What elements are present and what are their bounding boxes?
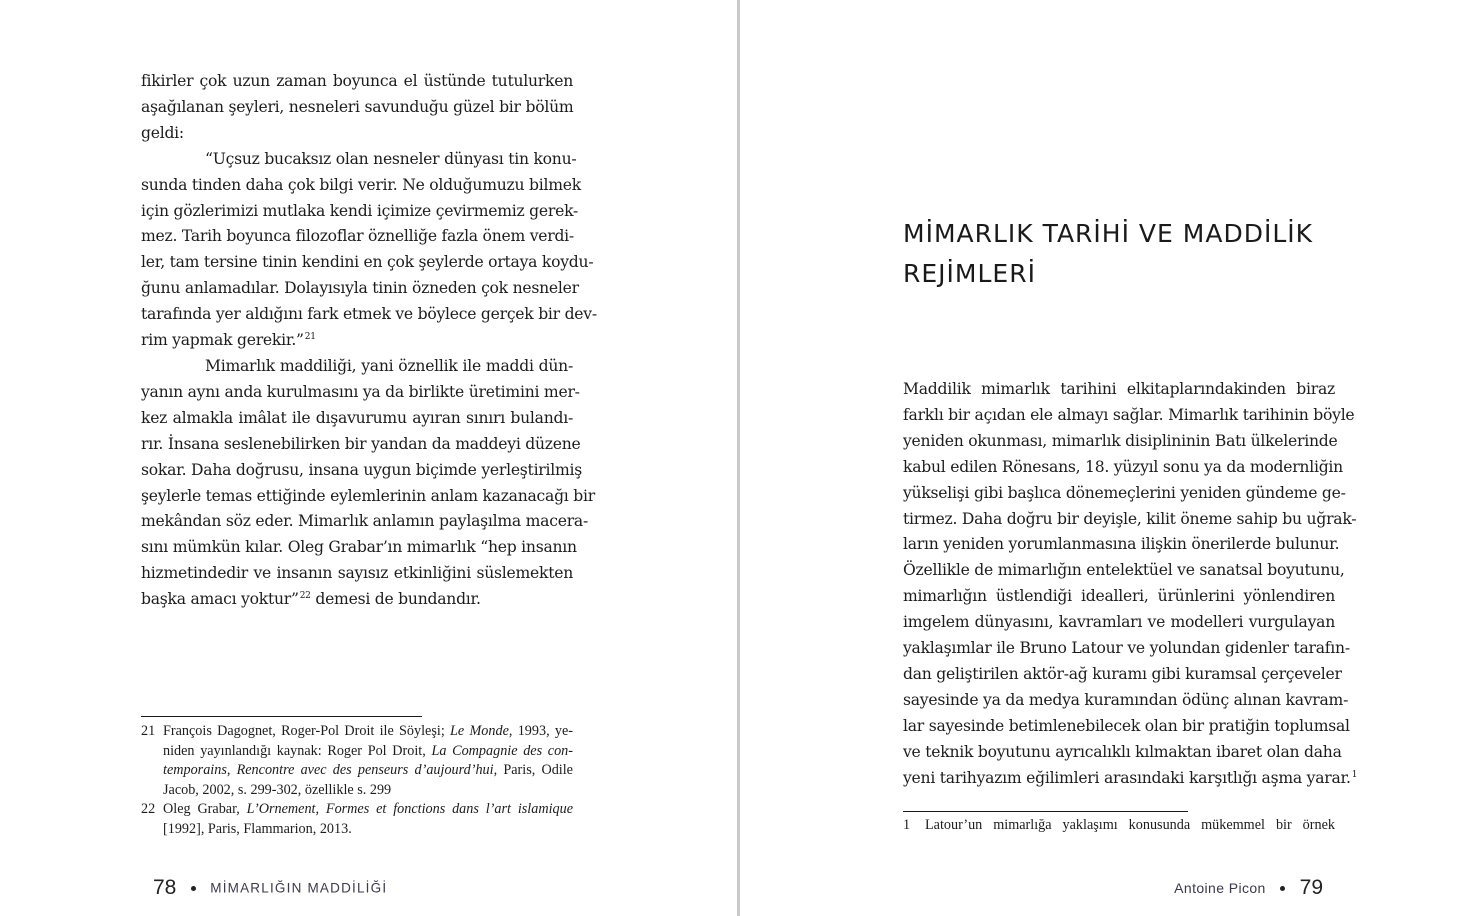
text-line: imgelem dünyasını, kavramları ve modelleri vurgulayan — [903, 613, 1335, 632]
italic-title: temporains, Rencontre avec des penseurs d’aujourd’hui — [163, 762, 494, 779]
footnote-line: Latour’un mimarlığa yaklaşımı konusunda mükemmel bir örnek — [925, 817, 1335, 833]
text-line: Özellikle de mimarlığın entelektüel ve sanatsal boyutunu, — [903, 561, 1345, 580]
paragraph — [141, 69, 573, 147]
text-line: tarafında yer aldığını fark etmek ve böylece gerçek bir dev- — [141, 305, 597, 324]
bullet-separator — [191, 886, 196, 891]
right-page-body — [903, 377, 1358, 792]
footnote-number: 1 — [903, 817, 911, 833]
text-line: “Uçsuz bucaksız olan nesneler dünyası tin konu- — [205, 149, 577, 168]
text-line: sokar. Daha doğrusu, insana uygun biçimde yerleştirilmiş — [141, 460, 583, 479]
text-line: dan geliştirilen aktör-ağ kuramı gibi kuramsal çerçeveler — [903, 664, 1342, 683]
italic-title: Le Monde — [450, 723, 509, 739]
text-line: tirmez. Daha doğru bir deyişle, kilit öneme sahip bu uğrak- — [903, 509, 1357, 528]
footnote-number: 21 — [141, 723, 156, 739]
text-line: fikirler çok uzun zaman boyunca el üstünde tutulurken — [141, 72, 573, 90]
text-line: ve teknik boyutunu ayrıcalıklı kılmaktan ibaret olan daha — [903, 742, 1342, 761]
chapter-title-line: REJİMLERİ — [903, 259, 1036, 288]
text-line: mimarlığın üstlendiği idealleri, ürünlerini yönlendiren — [903, 587, 1335, 606]
footnote-line: temporains, Rencontre avec des penseurs d’aujourd’hui, Paris, Odile — [163, 762, 573, 779]
footnote-number: 22 — [141, 801, 156, 818]
footnote-line: Jacob, 2002, s. 299-302, özellikle s. 299 — [163, 781, 392, 798]
footnote — [141, 722, 573, 800]
footnote-ref[interactable]: 22 — [299, 591, 311, 602]
footnote-ref[interactable]: 21 — [304, 332, 316, 343]
text-line: geldi: — [141, 123, 184, 142]
text-line: aşağılanan şeyleri, nesneleri savunduğu güzel bir bölüm — [141, 97, 574, 116]
text-fragment: demesi de bundandır. — [310, 590, 481, 609]
text-line: ların yeniden yorumlanmasına ilişkin önerilerde bulunur. — [903, 535, 1340, 554]
text-line: lar sayesinde betimlenebilecek olan bir pratiğin toplumsal — [903, 716, 1350, 735]
text-line: yükselişi gibi başlıca dönemeçlerini yeniden gündeme ge- — [903, 483, 1346, 502]
footnote — [141, 800, 573, 839]
left-page-body — [141, 69, 597, 613]
text-line: Maddilik mimarlık tarihini elkitaplarındakinden biraz — [903, 380, 1335, 398]
left-running-footer — [153, 876, 387, 900]
running-title: MİMARLIĞIN MADDİLİĞİ — [210, 880, 388, 896]
right-footnotes — [903, 816, 1335, 836]
paragraph — [903, 377, 1358, 792]
left-footnotes — [141, 722, 573, 840]
right-running-footer — [1174, 876, 1323, 900]
text-line: sayesinde ya da medya kuramından ödünç alınan kavram- — [903, 690, 1349, 709]
text-line: mez. Tarih boyunca filozoflar öznelliğe fazla önem verdi- — [141, 227, 574, 246]
text-line: rır. İnsana seslenebilirken bir yandan da maddeyi düzene — [141, 434, 581, 453]
running-author: Antoine Picon — [1174, 880, 1266, 896]
chapter-title — [903, 214, 1353, 294]
text-line: yeniden okunması, mimarlık disiplininin Batı ülkelerinde — [903, 431, 1338, 450]
left-page — [0, 0, 737, 916]
page-number: 78 — [153, 876, 177, 899]
footnote-separator — [141, 716, 422, 717]
paragraph — [141, 354, 595, 613]
page-number: 79 — [1299, 876, 1323, 899]
footnote-ref[interactable]: 1 — [1351, 769, 1358, 780]
text-line: kabul edilen Rönesans, 18. yüzyıl sonu ya da modernliğin — [903, 457, 1343, 476]
text-line: yeni tarihyazım eğilimleri arasındaki karşıtlığı aşma yarar.$^1$ — [903, 768, 1358, 787]
text-line: sını mümkün kılar. Oleg Grabar’ın mimarlık “hep insanın — [141, 538, 577, 557]
block-quote-paragraph — [141, 147, 597, 354]
footnote-separator — [903, 811, 1188, 812]
text-line: hizmetindedir ve insanın sayısız etkinliğini süslemekten — [141, 564, 573, 583]
text-line: mekândan söz eder. Mimarlık anlamın paylaşılma macera- — [141, 512, 588, 531]
footnote-line: [1992], Paris, Flammarion, 2013. — [163, 820, 352, 837]
footnote-line: Oleg Grabar, L’Ornement, Formes et fonctions dans l’art islamique — [163, 801, 573, 818]
footnote — [903, 816, 1335, 836]
text-line: sunda tinden daha çok bilgi verir. Ne olduğumuzu bilmek — [141, 175, 581, 194]
chapter-title-line: MİMARLIK TARİHİ VE MADDİLİK — [903, 219, 1314, 248]
text-line — [141, 587, 573, 613]
italic-title: La Compagnie des con- — [431, 742, 573, 759]
footnote-line: François Dagognet, Roger-Pol Droit ile Söyleşi; Le Monde, 1993, ye- — [163, 723, 573, 739]
text-fragment: başka amacı yoktur” — [141, 590, 299, 609]
text-line: ğunu anlamadılar. Dolayısıyla tinin özneden çok nesneler — [141, 279, 579, 298]
bullet-separator — [1280, 886, 1285, 891]
text-line: için gözlerimizi mutlaka kendi içimize çevirmemiz gerek- — [141, 201, 579, 220]
footnote-line: niden yayınlandığı kaynak: Roger Pol Droit, La Compagnie des con- — [163, 742, 573, 759]
text-line: yaklaşımlar ile Bruno Latour ve yolundan gidenler tarafın- — [903, 639, 1350, 658]
text-line: farklı bir açıdan ele almayı sağlar. Mimarlık tarihinin böyle — [903, 405, 1355, 424]
text-line: kez almakla imâlat ile dışavurumu ayıran sınırı bulandı- — [141, 408, 573, 427]
text-line: şeylerle temas ettiğinde eylemlerinin anlam kazanacağı bir — [141, 486, 595, 505]
italic-title: L’Ornement, Formes et fonctions dans l’art islamique — [246, 801, 573, 818]
text-line: yanın aynı anda kurulmasını ya da birlikte üretimini mer- — [141, 382, 580, 401]
text-line: Mimarlık maddiliği, yani öznellik ile maddi dün- — [205, 356, 573, 375]
text-line: ler, tam tersine tinin kendini en çok şeylerde ortaya koydu- — [141, 253, 594, 272]
text-line: rim yapmak gerekir.”$^{21}$ — [141, 331, 316, 350]
